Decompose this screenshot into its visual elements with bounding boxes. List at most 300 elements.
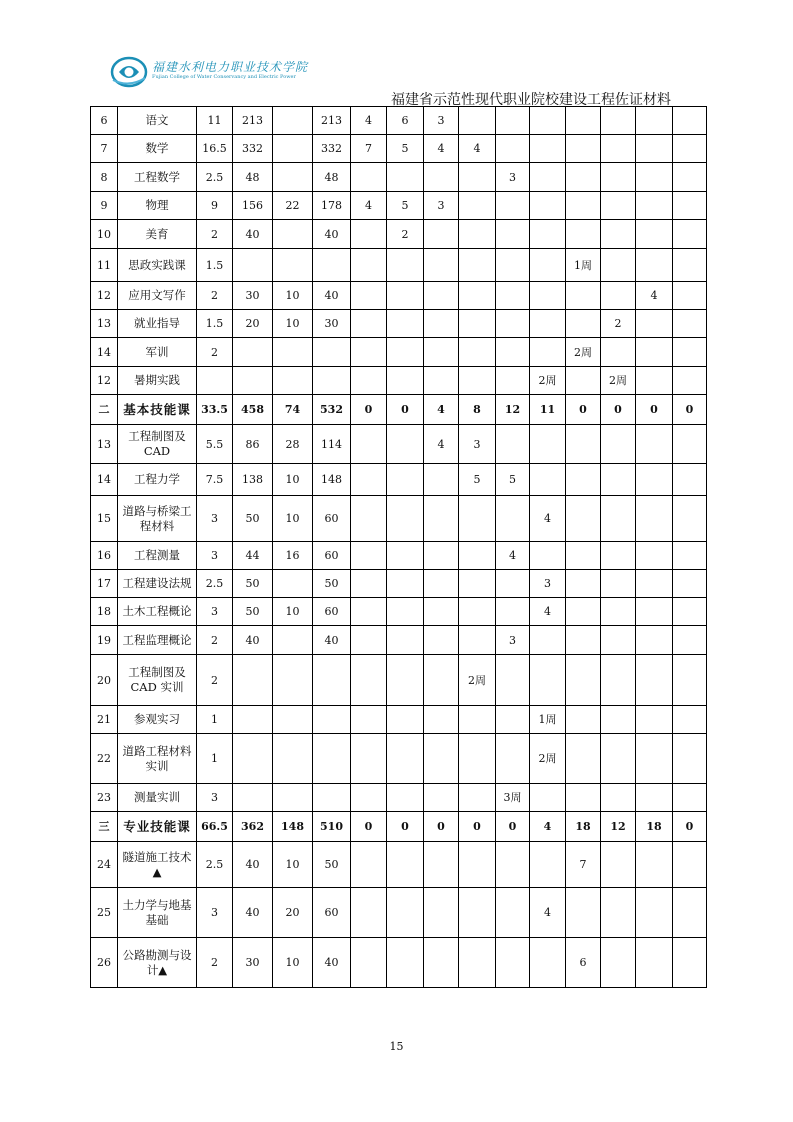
table-cell [496,338,530,367]
row-index-cell: 25 [91,888,118,938]
table-cell: 4 [351,192,387,220]
table-cell: 60 [313,496,351,542]
course-name-cell: 物理 [118,192,197,220]
table-cell [636,338,673,367]
row-index-cell: 16 [91,542,118,570]
row-index-cell: 19 [91,626,118,655]
table-cell [566,310,601,338]
table-cell [636,938,673,988]
table-cell [233,338,273,367]
table-cell: 2 [197,220,233,249]
table-cell [601,249,636,282]
table-cell [351,706,387,734]
table-cell [424,220,459,249]
table-cell [424,655,459,706]
table-cell: 2周 [459,655,496,706]
course-name-cell: 工程制图及 CAD [118,425,197,464]
table-cell [496,706,530,734]
table-cell [387,282,424,310]
table-cell [459,107,496,135]
table-cell [424,163,459,192]
table-cell [601,425,636,464]
table-cell: 3 [496,626,530,655]
table-cell [673,192,707,220]
row-index-cell: 三 [91,812,118,842]
table-cell [530,192,566,220]
table-row [91,706,707,734]
table-cell: 3 [424,107,459,135]
table-cell: 0 [636,395,673,425]
table-cell [636,542,673,570]
table-cell [351,655,387,706]
table-cell: 10 [273,496,313,542]
table-row [91,888,707,938]
table-cell [351,598,387,626]
table-cell [673,938,707,988]
table-cell [197,367,233,395]
course-name-cell: 军训 [118,338,197,367]
table-cell [566,598,601,626]
table-cell: 7 [566,842,601,888]
table-cell: 532 [313,395,351,425]
table-cell [673,367,707,395]
table-cell: 2周 [530,367,566,395]
table-cell [566,888,601,938]
table-cell: 10 [273,310,313,338]
table-cell [313,706,351,734]
table-cell: 50 [313,570,351,598]
table-cell: 4 [636,282,673,310]
table-cell [459,249,496,282]
table-cell [566,135,601,163]
table-cell [273,249,313,282]
course-name-cell: 暑期实践 [118,367,197,395]
table-cell [566,163,601,192]
table-cell [351,310,387,338]
table-cell [424,338,459,367]
table-cell [351,464,387,496]
table-cell [351,888,387,938]
table-row [91,395,707,425]
table-cell [313,734,351,784]
table-cell: 40 [233,626,273,655]
table-cell: 156 [233,192,273,220]
table-cell [351,542,387,570]
table-cell [673,496,707,542]
table-cell [566,626,601,655]
table-cell: 6 [566,938,601,988]
table-cell: 12 [496,395,530,425]
table-cell [530,626,566,655]
course-name-cell: 工程制图及 CAD 实训 [118,655,197,706]
table-row [91,338,707,367]
table-row [91,542,707,570]
table-cell [459,542,496,570]
table-cell: 86 [233,425,273,464]
table-cell [496,425,530,464]
table-row [91,734,707,784]
table-cell [351,626,387,655]
table-cell [387,464,424,496]
table-cell [351,425,387,464]
table-cell [673,163,707,192]
table-cell: 40 [233,842,273,888]
table-cell: 18 [636,812,673,842]
table-cell [424,542,459,570]
table-cell: 40 [313,626,351,655]
table-cell [496,598,530,626]
table-cell [496,938,530,988]
table-cell: 44 [233,542,273,570]
table-row [91,249,707,282]
table-cell: 3 [197,784,233,812]
table-cell: 9 [197,192,233,220]
table-cell: 138 [233,464,273,496]
table-cell [566,706,601,734]
table-row [91,163,707,192]
table-cell: 60 [313,888,351,938]
table-cell [636,655,673,706]
table-cell: 0 [673,395,707,425]
table-cell [530,784,566,812]
table-cell: 2周 [530,734,566,784]
table-row [91,310,707,338]
table-cell: 2 [197,655,233,706]
table-cell [673,570,707,598]
course-name-cell: 工程建设法规 [118,570,197,598]
table-cell [351,282,387,310]
table-cell: 50 [233,570,273,598]
table-cell: 5 [387,135,424,163]
table-row [91,220,707,249]
table-cell [459,570,496,598]
table-cell: 0 [424,812,459,842]
table-cell [530,655,566,706]
table-cell [636,135,673,163]
table-cell: 30 [233,938,273,988]
row-index-cell: 12 [91,282,118,310]
table-cell [673,734,707,784]
table-cell [601,598,636,626]
table-cell: 74 [273,395,313,425]
table-cell [530,135,566,163]
row-index-cell: 14 [91,338,118,367]
table-cell: 2.5 [197,163,233,192]
table-cell [387,938,424,988]
table-cell [424,888,459,938]
table-cell [673,542,707,570]
table-cell [273,655,313,706]
table-cell [459,163,496,192]
table-cell: 50 [313,842,351,888]
table-cell: 5 [387,192,424,220]
table-cell [424,938,459,988]
table-cell: 10 [273,842,313,888]
table-cell: 3 [424,192,459,220]
page-number: 15 [389,1040,404,1053]
table-cell: 213 [313,107,351,135]
table-cell [313,249,351,282]
table-cell [273,734,313,784]
table-cell [233,655,273,706]
table-cell: 2 [387,220,424,249]
table-cell [673,842,707,888]
table-cell [673,655,707,706]
table-cell [233,734,273,784]
table-cell [530,338,566,367]
table-cell [566,570,601,598]
table-cell [673,626,707,655]
table-cell [673,310,707,338]
row-index-cell: 12 [91,367,118,395]
table-cell [387,163,424,192]
table-cell: 8 [459,395,496,425]
table-cell [601,734,636,784]
table-cell [424,598,459,626]
table-cell: 0 [673,812,707,842]
table-cell [459,282,496,310]
table-cell [424,842,459,888]
table-cell [351,734,387,784]
table-cell [636,570,673,598]
course-name-cell: 语文 [118,107,197,135]
course-name-cell: 公路勘测与设 计▲ [118,938,197,988]
table-cell [601,570,636,598]
table-cell [496,842,530,888]
table-cell [673,425,707,464]
table-row [91,938,707,988]
table-cell: 4 [351,107,387,135]
table-cell [459,367,496,395]
row-index-cell: 7 [91,135,118,163]
table-cell: 4 [530,812,566,842]
table-cell: 11 [530,395,566,425]
table-cell [530,938,566,988]
table-cell [673,464,707,496]
table-cell: 178 [313,192,351,220]
table-cell: 12 [601,812,636,842]
table-row [91,598,707,626]
table-cell [673,784,707,812]
table-cell [673,135,707,163]
row-index-cell: 13 [91,310,118,338]
row-index-cell: 二 [91,395,118,425]
table-cell [636,734,673,784]
table-cell [459,734,496,784]
table-cell [233,784,273,812]
table-cell: 458 [233,395,273,425]
table-cell [566,655,601,706]
row-index-cell: 6 [91,107,118,135]
table-cell: 50 [233,496,273,542]
table-cell [636,496,673,542]
table-cell: 2 [197,338,233,367]
table-cell: 4 [424,395,459,425]
table-cell [233,367,273,395]
table-cell: 18 [566,812,601,842]
table-cell [601,842,636,888]
table-cell [601,706,636,734]
course-name-cell: 工程数学 [118,163,197,192]
table-cell: 7 [351,135,387,163]
table-cell [496,310,530,338]
course-name-cell: 专业技能课 [118,812,197,842]
table-cell [496,282,530,310]
table-cell [636,464,673,496]
table-cell [566,464,601,496]
table-cell [387,310,424,338]
course-name-cell: 土力学与地基 基础 [118,888,197,938]
table-cell [459,842,496,888]
table-cell [530,542,566,570]
table-cell [313,367,351,395]
table-cell [636,888,673,938]
table-cell: 362 [233,812,273,842]
table-cell: 4 [530,598,566,626]
table-cell: 5 [459,464,496,496]
table-cell: 3 [496,163,530,192]
table-cell [601,626,636,655]
table-cell: 60 [313,598,351,626]
table-cell [387,338,424,367]
table-cell [273,107,313,135]
table-cell [636,706,673,734]
table-cell [351,367,387,395]
table-cell [387,496,424,542]
course-name-cell: 美育 [118,220,197,249]
table-cell [496,570,530,598]
course-name-cell: 思政实践课 [118,249,197,282]
table-cell [496,220,530,249]
table-cell: 3 [530,570,566,598]
table-cell [459,220,496,249]
table-cell: 40 [313,282,351,310]
table-cell [636,310,673,338]
table-cell: 0 [459,812,496,842]
table-row [91,464,707,496]
table-cell [351,784,387,812]
table-cell [387,784,424,812]
row-index-cell: 8 [91,163,118,192]
table-cell: 3 [459,425,496,464]
table-cell: 148 [273,812,313,842]
table-cell: 5.5 [197,425,233,464]
table-cell [424,464,459,496]
table-cell [351,249,387,282]
table-cell [387,542,424,570]
table-cell [530,842,566,888]
table-cell: 3 [197,542,233,570]
table-cell: 66.5 [197,812,233,842]
table-cell [601,888,636,938]
course-name-cell: 工程监理概论 [118,626,197,655]
table-cell [601,784,636,812]
table-cell [424,626,459,655]
table-cell [601,542,636,570]
table-cell [566,107,601,135]
table-cell: 4 [424,135,459,163]
table-cell: 20 [233,310,273,338]
table-cell [636,249,673,282]
table-cell [636,598,673,626]
table-cell [530,220,566,249]
row-index-cell: 11 [91,249,118,282]
table-row [91,842,707,888]
table-cell [459,938,496,988]
table-cell [424,249,459,282]
row-index-cell: 22 [91,734,118,784]
table-cell [636,626,673,655]
table-cell [424,706,459,734]
table-cell [530,249,566,282]
table-cell: 1周 [566,249,601,282]
table-cell: 332 [313,135,351,163]
row-index-cell: 17 [91,570,118,598]
table-cell: 510 [313,812,351,842]
table-cell [459,310,496,338]
table-cell: 20 [273,888,313,938]
table-cell [387,570,424,598]
table-cell [424,367,459,395]
table-cell: 1 [197,706,233,734]
table-cell [601,163,636,192]
course-name-cell: 隧道施工技术 ▲ [118,842,197,888]
table-cell [636,425,673,464]
table-cell [313,784,351,812]
table-cell [636,367,673,395]
table-cell [496,249,530,282]
table-cell [273,784,313,812]
table-cell [424,570,459,598]
row-index-cell: 10 [91,220,118,249]
table-cell: 60 [313,542,351,570]
table-row [91,425,707,464]
table-cell: 33.5 [197,395,233,425]
table-cell [351,163,387,192]
table-cell [387,888,424,938]
table-cell [673,706,707,734]
table-cell: 40 [313,938,351,988]
row-index-cell: 23 [91,784,118,812]
course-schedule-table [90,106,707,988]
table-cell [273,338,313,367]
table-cell: 3周 [496,784,530,812]
table-cell: 50 [233,598,273,626]
table-row [91,192,707,220]
table-cell [530,425,566,464]
document-title: 福建省示范性现代职业院校建设工程佐证材料 [391,92,671,108]
table-cell [273,706,313,734]
table-cell: 114 [313,425,351,464]
row-index-cell: 26 [91,938,118,988]
table-cell: 148 [313,464,351,496]
course-name-cell: 工程力学 [118,464,197,496]
table-cell [459,192,496,220]
table-cell [313,338,351,367]
table-cell: 4 [530,496,566,542]
table-cell [636,163,673,192]
table-cell: 6 [387,107,424,135]
course-name-cell: 数学 [118,135,197,163]
table-cell [351,570,387,598]
table-cell [273,367,313,395]
table-cell [530,310,566,338]
table-cell [636,842,673,888]
table-cell [351,938,387,988]
table-cell [387,734,424,784]
table-row [91,784,707,812]
table-cell [233,249,273,282]
